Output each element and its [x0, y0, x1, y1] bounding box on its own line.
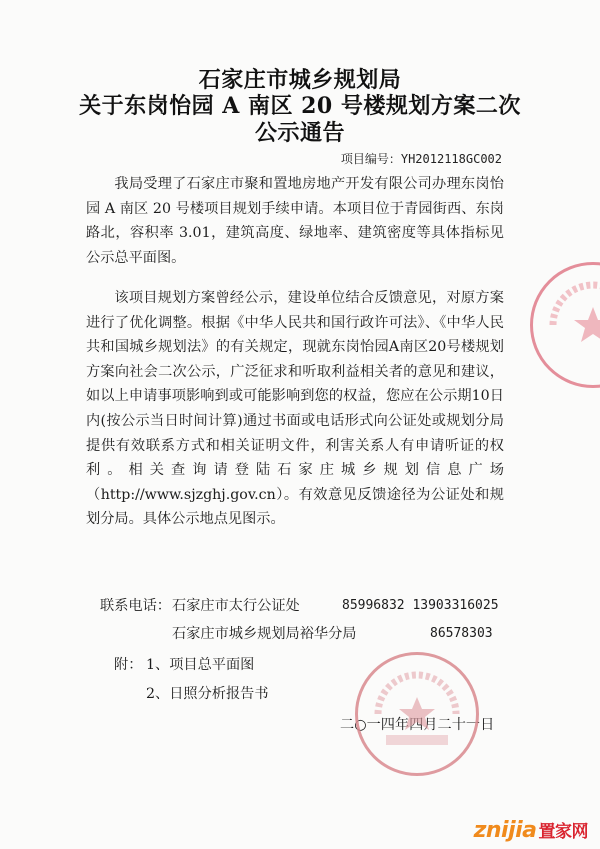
- official-seal-right: [530, 262, 600, 388]
- attachments-label: 附：: [114, 657, 143, 673]
- official-seal-bottom: [355, 652, 479, 776]
- issue-date: 二○一四年四月二十一日: [340, 717, 495, 733]
- contact-phone-2: 86578303: [430, 626, 493, 641]
- site-watermark: [474, 817, 588, 843]
- seal-star-icon: [533, 265, 600, 385]
- contact-org-2: 石家庄市城乡规划局裕华分局: [172, 626, 357, 642]
- seal-star-icon: [358, 655, 476, 773]
- watermark-site-name: 置家网: [538, 822, 588, 842]
- watermark-logo-text: znijia: [473, 818, 537, 843]
- attachment-item-2: 2、日照分析报告书: [146, 686, 269, 702]
- contact-org-1: 石家庄市太行公证处: [172, 598, 300, 614]
- project-number: 项目编号：YH2012118GC002: [340, 152, 502, 166]
- attachment-item-1: 1、项目总平面图: [146, 657, 255, 673]
- contact-label: 联系电话：: [100, 598, 171, 614]
- title-line-1: 石家庄市城乡规划局: [198, 67, 402, 93]
- contact-phone-1: 85996832 13903316025: [342, 598, 499, 613]
- body-paragraph-2: 该项目规划方案曾经公示，建设单位结合反馈意见，对原方案进行了优化调整。根据《中华人民共和国行政许可法》、《中华人民共和国城乡规划法》的有关规定，现就东岗怡园A南区20号楼规划方案向社会二次公示，广泛征求和听取利益相关者的意见和建议，如以上申请事项影响到或可能影响到您的权益，您应在公示期10日内(按公示当日时间计算)通过书面或电话形式向公证处或规划分局提供有效联系方式和相关证明文件，利害关系人有申请听证的权利。相关查询请登陆石家庄城乡规划信息广场（http://www.sjzghj.gov.cn）。有效意见反馈途径为公证处和规划分局。具体公示地点见图示。: [86, 290, 504, 528]
- title-line-3: 公示通告: [254, 120, 345, 146]
- body-paragraph-1: 我局受理了石家庄市聚和置地房地产开发有限公司办理东岗怡园 A 南区 20 号楼项目规划手续申请。本项目位于青园街西、东岗路北，容积率 3.01，建筑高度、绿地率、建筑密度等具体指标见公示总平面图。: [86, 176, 504, 266]
- title-line-2: 关于东岗怡园 A 南区 20 号楼规划方案二次: [79, 93, 521, 119]
